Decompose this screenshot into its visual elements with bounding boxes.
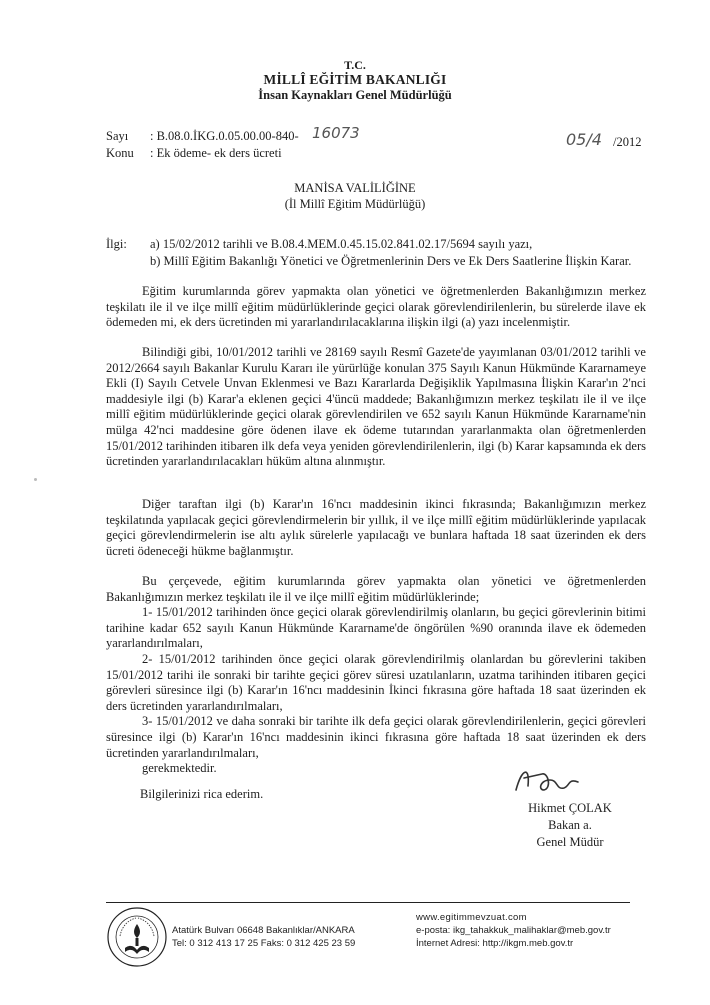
footer-phone: Tel: 0 312 413 17 25 Faks: 0 312 425 23 59 — [172, 938, 356, 949]
paragraph-4 — [106, 574, 646, 777]
header-tc: T.C. — [344, 58, 366, 72]
list-item-1: 1- 15/01/2012 tarihinden önce geçici olarak görevlendirilmiş olanların, bu geçici görevlerinin bitimi tarihine kadar 652 sayılı Kanun Hükmünde Kararname'de öngörülen %90 oranında ilave ek ödemeden yararlandırılmaları, — [106, 605, 646, 651]
sayi-row — [106, 128, 299, 145]
paragraph-1 — [106, 284, 646, 331]
footer-address: Atatürk Bulvarı 06648 Bakanlıklar/ANKARA — [172, 925, 355, 936]
footer-divider — [106, 902, 630, 903]
konu-value: : Ek ödeme- ek ders ücreti — [150, 146, 282, 160]
list-item-2: 2- 15/01/2012 tarihinden önce geçici olarak görevlendirilmiş olanlardan bu görevlerini takiben 15/01/2012 tarihi ile sonraki bir tarihte geçici görev süresi uzatılanların, uzatma tarihinden itibaren geçici görevleri süresince ilgi (b) Karar'ın 16'ncı maddesinin İkinci fıkrasına göre haftada 18 saat üzerinden ek ders ücretinden yararlandırılmaları, — [106, 651, 646, 713]
signer-name: Hikmet ÇOLAK — [528, 801, 612, 815]
konu-label: Konu — [106, 146, 134, 160]
date-handwritten: 05/4 — [566, 130, 602, 149]
ilgi-item-b: b) Millî Eğitim Bakanlığı Yönetici ve Öğretmenlerinin Ders ve Ek Ders Saatlerine İlişkin Karar. — [150, 254, 632, 268]
signer-title-2: Genel Müdür — [536, 835, 604, 849]
header-department: İnsan Kaynakları Genel Müdürlüğü — [258, 88, 452, 102]
sayi-handwritten: 16073 — [312, 124, 360, 142]
paragraph-2-text: Bilindiği gibi, 10/01/2012 tarihli ve 28169 sayılı Resmî Gazete'de yayımlanan 03/01/2012 tarihli ve 2012/2664 sayılı Bakanlar Kurulu Kararı ile yürürlüğe konulan 375 Sayılı Kanun Hükmünde Kararnameye Ekli (I) Sayılı Cetvele Unvan Eklenmesi ve Bazı Kararlarda Değişiklik Yapılmasına İlişkin Karar'ın 2'nci maddesiyle ilgi (b) Karar'a eklenen geçici 4'üncü maddede; Bakanlığımızın merkez teşkilatı ile il ve ilçe millî eğitim müdürlüklerinde geçici olarak görevlendirilen ve 652 sayılı Kanun Hükmünde Kararname'nin mülga 42'nci maddesine göre ödenen ilave ek ödeme tutarından yararlanmakta olan öğretmenlerden 15/01/2012 tarihinden itibaren ilk defa veya yeniden görevlendirilenlerin, ilgi (b) Karar kapsamında ek ders ücretinden yararlandırılacakları hüküm altına alınmıştır. — [106, 345, 646, 469]
recipient-sub: (İl Millî Eğitim Müdürlüğü) — [284, 197, 426, 211]
watermark-website: www.egitimmevzuat.com — [416, 912, 527, 923]
header-ministry: MİLLÎ EĞİTİM BAKANLIĞI — [263, 72, 447, 87]
ilgi-label: İlgi: — [106, 237, 127, 251]
scan-speck — [34, 478, 37, 481]
sayi-value: : B.08.0.İKG.0.05.00.00-840- — [150, 129, 299, 143]
footer-online — [416, 924, 611, 950]
footer-internet: İnternet Adresi: http://ikgm.meb.gov.tr — [416, 938, 574, 949]
paragraph-2 — [106, 345, 646, 470]
ministry-logo-icon — [106, 906, 168, 968]
footer-email: e-posta: ikg_tahakkuk_malihaklar@meb.gov.tr — [416, 925, 611, 936]
signer-title-1: Bakan a. — [548, 818, 592, 832]
signature-scribble — [508, 760, 588, 800]
list-item-3: 3- 15/01/2012 ve daha sonraki bir tarihte ilk defa geçici olarak görevlendirilenlerin, geçici görevleri süresince ilgi (b) Karar'ın 16'ncı maddesinin ikinci fıkrasına göre haftada 18 saat üzerinden ek ders ücretinden yararlandırılmaları, — [106, 714, 646, 760]
konu-row — [106, 145, 282, 162]
sayi-label: Sayı — [106, 129, 129, 143]
bilgi-text: Bilgilerinizi rica ederim. — [140, 787, 264, 801]
paragraph-4-text: Bu çerçevede, eğitim kurumlarında görev yapmakta olan yönetici ve öğretmenlerden Bakanlığımızın merkez teşkilatı ile il ve ilçe millî eğitim müdürlüklerinde; — [106, 574, 646, 604]
paragraph-3 — [106, 497, 646, 559]
footer-contact — [172, 924, 355, 950]
paragraph-1-text: Eğitim kurumlarında görev yapmakta olan yönetici ve öğretmenlerden Bakanlığımızın merkez teşkilatı ile il ve ilçe millî eğitim müdürlüklerinde geçici olarak görevlendirilenlerin, bu sürelerde ilave ek ödemeden mi, ek ders ücretinden mi yararlandırılacaklarına ilişkin ilgi (a) yazı incelenmiştir. — [106, 284, 646, 330]
recipient-name: MANİSA VALİLİĞİNE — [294, 181, 416, 195]
date-year: /2012 — [613, 135, 642, 149]
ilgi-item-a: a) 15/02/2012 tarihli ve B.08.4.MEM.0.45.15.02.841.02.17/5694 sayılı yazı, — [150, 237, 533, 251]
closing-text: gerekmektedir. — [142, 761, 217, 776]
paragraph-3-text: Diğer taraftan ilgi (b) Karar'ın 16'ncı maddesinin ikinci fıkrasında; Bakanlığımızın merkez teşkilatında yapılacak geçici görevlendirmelerin bir yıllık, il ve ilçe millî eğitim müdürlüklerinde yapılacak geçici görevlendirmelerin ise altı aylık sürelerle yapılacağı ve bunlara haftada 18 saat üzerinden ek ders ücreti ödeneceği hükme bağlanmıştır. — [106, 497, 646, 558]
